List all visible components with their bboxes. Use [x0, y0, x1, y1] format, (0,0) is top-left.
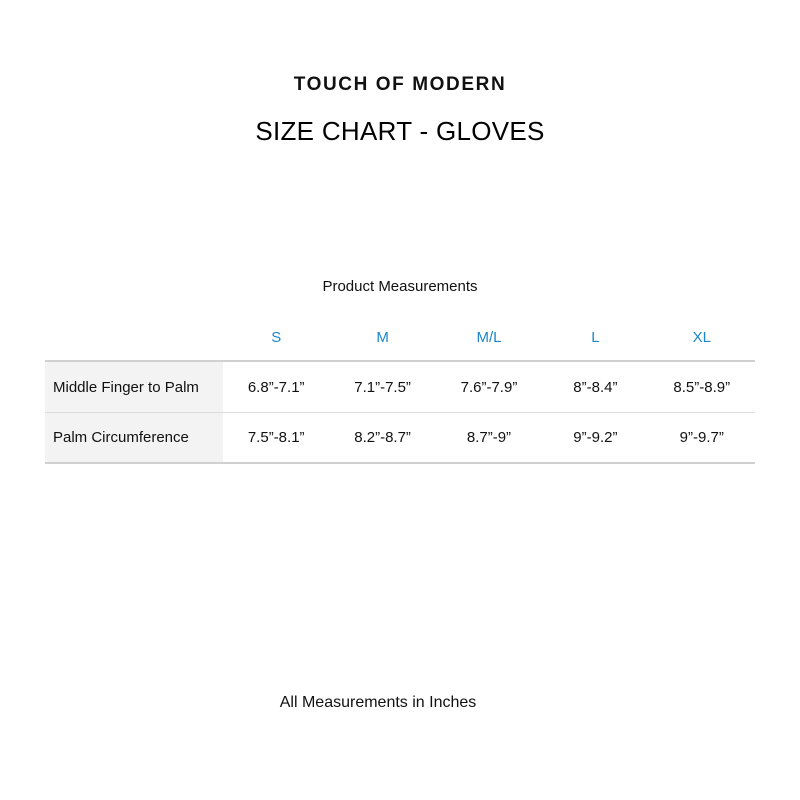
size-table: [45, 315, 755, 464]
table-header-row: [45, 315, 755, 362]
row-label: Palm Circumference: [45, 413, 223, 462]
table-row-middle-finger-to-palm: [45, 362, 755, 413]
table-cell: 6.8”-7.1”: [247, 378, 305, 396]
table-cell: 7.6”-7.9”: [460, 378, 518, 396]
table-cell: 8.7”-9”: [466, 429, 512, 446]
table-cell: 9”-9.7”: [679, 429, 724, 446]
size-header-m: M: [376, 329, 389, 346]
size-header-xl: XL: [692, 329, 711, 346]
row-label: Middle Finger to Palm: [45, 362, 223, 412]
table-cell: 8.5”-8.9”: [673, 378, 731, 396]
table-cell: 9”-9.2”: [573, 429, 618, 446]
size-header-m-l: M/L: [476, 329, 502, 346]
table-cell: 8.2”-8.7”: [354, 429, 411, 446]
size-header-s: S: [271, 329, 282, 346]
measurement-unit-note: All Measurements in Inches: [279, 694, 477, 711]
table-caption: Product Measurements: [322, 278, 478, 295]
table-row-palm-circumference: [45, 413, 755, 464]
table-cell: 8”-8.4”: [573, 378, 618, 396]
table-cell: 7.5”-8.1”: [247, 429, 305, 446]
table-cell: 7.1”-7.5”: [354, 378, 411, 396]
size-header-l: L: [591, 329, 600, 346]
brand-logo: TOUCH OF MODERN: [293, 74, 507, 95]
page-title: SIZE CHART - GLOVES: [255, 116, 545, 146]
